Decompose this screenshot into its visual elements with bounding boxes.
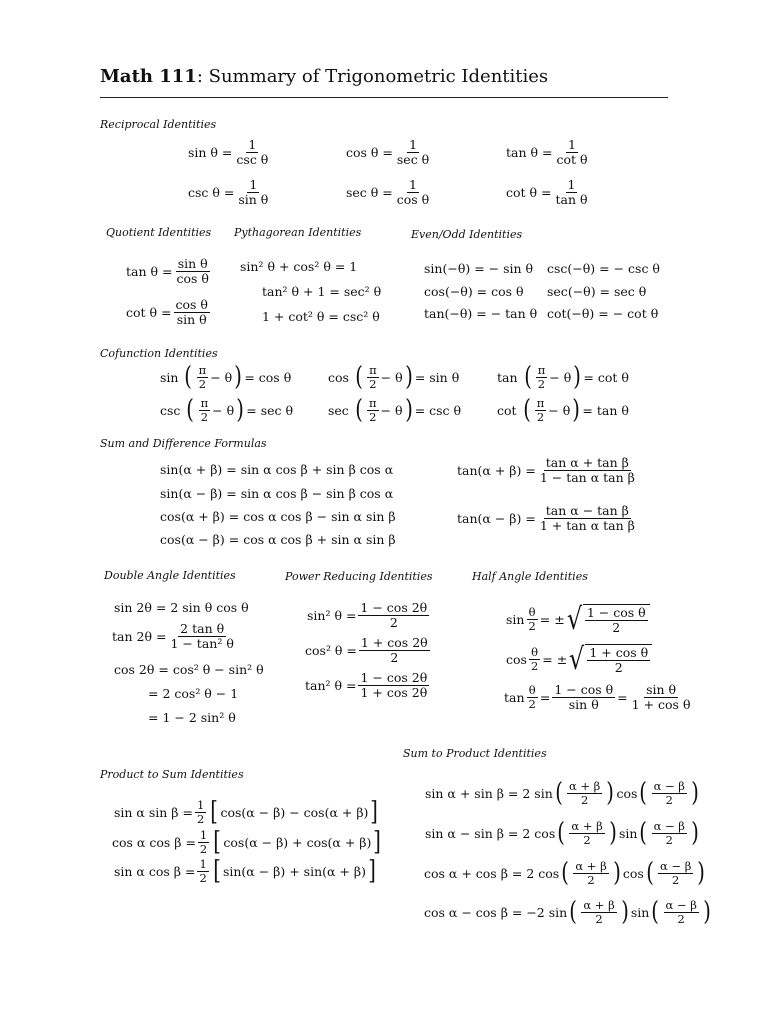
identity-cofunction: tan ( $\frac{\pi}{2}$ − θ ) = cot θ xyxy=(497,362,629,393)
identity-double-sin: sin 2θ = 2 sin θ cos θ xyxy=(114,600,249,615)
identity-reciprocal: sin θ = $\frac{1}{\text{csc θ}}$ xyxy=(188,137,269,168)
section-heading-cofunction: Cofunction Identities xyxy=(100,347,218,360)
identity-cofunction: cot ( $\frac{\pi}{2}$ − θ ) = tan θ xyxy=(497,395,629,426)
identity-reciprocal: tan θ = $\frac{1}{\text{cot θ}}$ xyxy=(506,137,588,168)
section-heading-pythagorean: Pythagorean Identities xyxy=(234,226,362,239)
identity-evenodd: sec(−θ) = sec θ xyxy=(547,284,647,299)
identity-reciprocal: sec θ = $\frac{1}{\text{cos θ}}$ xyxy=(346,177,430,208)
identity-tan-diff: tan(α − β) = $\frac{\text{tan α − tan β}}{\text{1 + tan α tan β}}$ xyxy=(457,503,635,534)
identity-double-cos: = 2 cos² θ − 1 xyxy=(148,686,239,701)
page-title xyxy=(100,66,548,87)
identity-sumdiff: sin(α − β) = sin α cos β − sin β cos α xyxy=(160,486,394,501)
course-name: Math 111 xyxy=(100,66,197,87)
title-text: : Summary of Trigonometric Identities xyxy=(196,66,549,87)
identity-quotient: cot θ = $\frac{\text{cos θ}}{\text{sin θ}}$ xyxy=(126,297,208,328)
identity-half-sin: sin $\frac{\theta}{2}$ = ± √ $\frac{\text{1 − cos θ}}{2}$ xyxy=(506,604,650,636)
section-heading-prodsum: Product to Sum Identities xyxy=(100,768,244,781)
identity-quotient: tan θ = $\frac{\text{sin θ}}{\text{cos θ}}$ xyxy=(126,256,209,287)
section-heading-half: Half Angle Identities xyxy=(472,570,588,583)
section-heading-sumprod: Sum to Product Identities xyxy=(403,747,547,760)
identity-evenodd: cos(−θ) = cos θ xyxy=(424,284,524,299)
identity-sumprod: cos α + cos β = 2 cos ( $\frac{\alpha + \beta}{2}$ ) cos ( $\frac{\alpha - \beta}{2}$ ) xyxy=(424,858,706,889)
section-heading-double: Double Angle Identities xyxy=(104,569,236,582)
identity-evenodd: sin(−θ) = − sin θ xyxy=(424,261,534,276)
section-heading-quotient: Quotient Identities xyxy=(106,226,212,239)
section-heading-reciprocal: Reciprocal Identities xyxy=(100,118,217,131)
section-heading-evenodd: Even/Odd Identities xyxy=(411,228,523,241)
identity-cofunction: sec ( $\frac{\pi}{2}$ − θ ) = csc θ xyxy=(328,395,462,426)
identity-half-tan: tan $\frac{\theta}{2}$ = $\frac{\text{1 − cos θ}}{\text{sin θ}}$ = $\frac{\text{sin θ}}{\text{1 + cos θ}}$ xyxy=(504,682,691,713)
identity-evenodd: cot(−θ) = − cot θ xyxy=(547,306,659,321)
identity-pythagorean: tan² θ + 1 = sec² θ xyxy=(262,284,382,299)
identity-power: cos² θ = $\frac{1 + \cos 2\theta}{2}$ xyxy=(305,635,428,666)
identity-cofunction: sin ( $\frac{\pi}{2}$ − θ ) = cos θ xyxy=(160,362,292,393)
identity-reciprocal: csc θ = $\frac{1}{\text{sin θ}}$ xyxy=(188,177,269,208)
identity-double-cos: = 1 − 2 sin² θ xyxy=(148,710,236,725)
identity-double-tan: tan 2θ = $\frac{\text{2 tan θ}}{\text{1 − tan² θ}}$ xyxy=(112,621,234,652)
section-heading-sumdiff: Sum and Difference Formulas xyxy=(100,437,267,450)
identity-sumprod: sin α + sin β = 2 sin ( $\frac{\alpha + \beta}{2}$ ) cos ( $\frac{\alpha - \beta}{2}$ ) xyxy=(425,778,699,809)
identity-prodsum: sin α sin β = $\frac{1}{2}$ [ cos(α − β) − cos(α + β) ] xyxy=(114,797,379,828)
identity-prodsum: cos α cos β = $\frac{1}{2}$ [ cos(α − β) + cos(α + β) ] xyxy=(112,827,382,858)
identity-sumprod: sin α − sin β = 2 cos ( $\frac{\alpha + \beta}{2}$ ) sin ( $\frac{\alpha - \beta}{2}$ ) xyxy=(425,818,699,849)
identity-prodsum: sin α cos β = $\frac{1}{2}$ [ sin(α − β) + sin(α + β) ] xyxy=(114,856,376,887)
identity-sumdiff: cos(α − β) = cos α cos β + sin α sin β xyxy=(160,532,396,547)
identity-power: sin² θ = $\frac{1 - \cos 2\theta}{2}$ xyxy=(307,600,428,631)
identity-sumdiff: cos(α + β) = cos α cos β − sin α sin β xyxy=(160,509,396,524)
identity-pythagorean: sin² θ + cos² θ = 1 xyxy=(240,259,358,274)
identity-power: tan² θ = $\frac{1 - \cos 2\theta}{1 + \cos 2\theta}$ xyxy=(305,670,428,701)
identity-cofunction: csc ( $\frac{\pi}{2}$ − θ ) = sec θ xyxy=(160,395,294,426)
identity-tan-sum: tan(α + β) = $\frac{\text{tan α + tan β}}{\text{1 − tan α tan β}}$ xyxy=(457,455,635,486)
title-rule xyxy=(100,97,668,98)
identity-double-cos: cos 2θ = cos² θ − sin² θ xyxy=(114,662,264,677)
identity-evenodd: csc(−θ) = − csc θ xyxy=(547,261,660,276)
identity-sumprod: cos α − cos β = −2 sin ( $\frac{\alpha + \beta}{2}$ ) sin ( $\frac{\alpha - \beta}{2}$ ) xyxy=(424,897,711,928)
identity-evenodd: tan(−θ) = − tan θ xyxy=(424,306,538,321)
identity-cofunction: cos ( $\frac{\pi}{2}$ − θ ) = sin θ xyxy=(328,362,460,393)
identity-reciprocal: cos θ = $\frac{1}{\text{sec θ}}$ xyxy=(346,137,430,168)
identity-pythagorean: 1 + cot² θ = csc² θ xyxy=(262,309,380,324)
identity-half-cos: cos $\frac{\theta}{2}$ = ± √ $\frac{\text{1 + cos θ}}{2}$ xyxy=(506,644,652,676)
identity-sumdiff: sin(α + β) = sin α cos β + sin β cos α xyxy=(160,462,394,477)
identity-reciprocal: cot θ = $\frac{1}{\text{tan θ}}$ xyxy=(506,177,588,208)
section-heading-power: Power Reducing Identities xyxy=(285,570,433,583)
